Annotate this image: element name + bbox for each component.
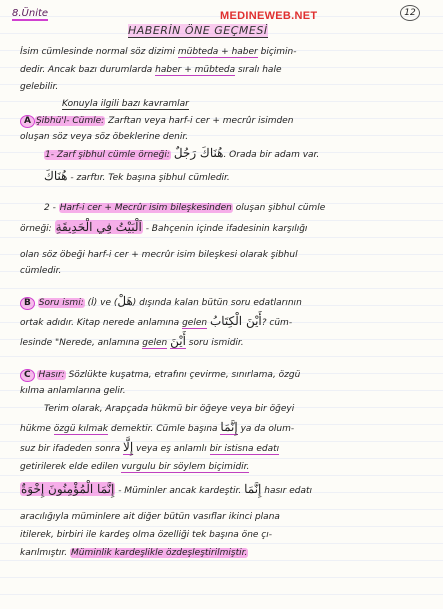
section-a-line-1 (20, 115, 293, 128)
section-c-text: getirilerek elde edilen (20, 462, 122, 472)
zarf-example-heading: 1- Zarf şibhul cümle örneği: (45, 150, 170, 160)
soru-ismi-term: Soru ismi: (38, 298, 84, 308)
section-c-text: hasır edatı (261, 486, 312, 496)
section-c-line-10 (20, 548, 248, 559)
intro-line-2 (20, 65, 281, 76)
concepts-heading-text: Konuyla ilgili bazı kavramlar (62, 99, 189, 109)
arabic-innemal-muminune-ihve: إِنَّمَا الْمُؤْمِنُونَ إِخْوَةٌ (21, 482, 115, 496)
section-c-line-7 (20, 484, 312, 497)
concepts-heading (62, 99, 189, 110)
arabic-innema: إِنَّمَا (220, 420, 238, 434)
conclusion-highlight: Müminlik kardeşlikle özdeşleştirilmiştir. (71, 548, 248, 558)
section-c-line-8: aracılığıyla müminlere ait diğer bütün vasıflar ikinci plana (20, 512, 280, 522)
hasir-term: Hasır: (38, 370, 65, 380)
section-b-gelen: gelen (142, 338, 168, 348)
section-c-text: demektir. Cümle başına (108, 424, 221, 434)
section-b-text: ) dışında kalan bütün soru edatlarının (132, 298, 302, 308)
intro-line-3: gelebilir. (20, 82, 59, 92)
section-a-text: - Bahçenin içinde ifadesinin karşılığı (142, 224, 308, 234)
section-c-text: karılmıştır. (20, 548, 71, 558)
section-a-line-2: oluşan söz veya söz öbeklerine denir. (20, 132, 189, 142)
section-b-marker: B (20, 297, 35, 310)
section-c-line-3: Terim olarak, Arapçada hükmü bir öğeye veya bir öğeyi (44, 404, 295, 414)
intro-text: dedir. Ancak bazı durumlarda (20, 65, 156, 75)
section-b-text: ? cüm- (261, 318, 293, 328)
section-b-gelen: gelen (182, 318, 208, 328)
section-c-line-9: itilerek, birbiri ile kardeş olma özelliği tek başına öne çı- (20, 530, 272, 540)
arabic-innema-2: إِنَّمَا (244, 482, 262, 496)
brand-watermark: MEDINEWEB.NET (220, 10, 318, 22)
intro-text: biçimin- (257, 47, 297, 57)
page-title (128, 24, 268, 37)
section-a-text: . Orada bir adam var. (223, 150, 320, 160)
arabic-eyne: أَيْنَ (170, 334, 186, 348)
section-c-text: ya da olum- (237, 424, 295, 434)
section-a-term: Şibhü'l- Cümle: (35, 116, 105, 126)
istisna-edati-term: bir istisna edatı (209, 444, 280, 454)
section-c-text: suz bir ifadeden sonra (20, 444, 123, 454)
section-a-line-3 (44, 148, 319, 161)
section-a-text: Zarftan veya harf-i cer + mecrûr isimden (105, 116, 294, 126)
section-b-text: ortak adıdır. Kitap nerede anlamına (20, 318, 183, 328)
section-b-text: (İ) ve ( (84, 298, 118, 308)
section-a-line-5 (44, 203, 325, 214)
vurgulu-soylem-term: vurgulu bir söylem biçimidir. (121, 462, 250, 472)
arabic-hunaka-racul: هُنَاكَ رَجُلٌ (173, 146, 224, 160)
section-b-text: lesinde "Nerede, anlamına (20, 338, 143, 348)
intro-term-mubteda-haber: mübteda + haber (177, 47, 258, 57)
section-a-line-8: cümledir. (20, 266, 62, 276)
section-c-line-6 (20, 462, 249, 473)
section-c-line-2: kılma anlamlarına gelir. (20, 386, 126, 396)
section-b-text: soru ismidir. (185, 338, 244, 348)
arabic-hel: هَلْ (117, 294, 133, 308)
arabic-hunaka: هُنَاكَ (44, 169, 68, 183)
intro-text: sıralı hale (235, 65, 282, 75)
page-number: 12 (400, 5, 420, 21)
section-a-text: - zarftır. Tek başına şibhul cümledir. (67, 173, 230, 183)
intro-text: İsim cümlesinde normal söz dizimi (20, 47, 178, 57)
section-c-text: hükme (20, 424, 54, 434)
section-c-line-4 (20, 422, 294, 435)
arabic-el-beytu-fil-hadika: اَلْبَيْتُ فِي الْحَدِيقَةِ (55, 220, 142, 234)
section-c-line-5 (20, 442, 279, 455)
section-a-text: 2 - (44, 203, 59, 213)
section-c-marker: C (20, 369, 35, 382)
unit-label: 8.Ünite (12, 8, 49, 19)
page-title-text: HABERİN ÖNE GEÇMESİ (128, 24, 268, 37)
section-b-line-3 (20, 336, 244, 349)
harf-i-cer-heading: Harf-i cer + Mecrûr isim bileşkesinden (59, 203, 232, 213)
section-a-line-6 (20, 222, 307, 235)
section-a-line-4 (44, 171, 230, 184)
section-a-text: oluşan şibhul cümle (232, 203, 326, 213)
section-b-line-1 (20, 296, 302, 310)
intro-term-haber-mubteda: haber + mübteda (155, 65, 236, 75)
ozgu-kilmak-term: özgü kılmak (53, 424, 109, 434)
section-c-line-1 (20, 369, 300, 382)
section-c-text: Sözlükte kuşatma, etrafını çevirme, sınırlama, özgü (65, 370, 301, 380)
section-a-line-7: olan söz öbeği harf-i cer + mecrûr isim bileşkesi olarak şibhul (20, 250, 298, 260)
section-b-line-2 (20, 316, 292, 329)
arabic-illa: إِلَّا (122, 440, 134, 454)
section-c-text: - Müminler ancak kardeştir. (115, 486, 245, 496)
intro-line-1 (20, 47, 297, 58)
section-a-text: örneği: (20, 224, 55, 234)
section-c-text: veya eş anlamlı (133, 444, 210, 454)
section-a-marker: A (20, 115, 35, 128)
arabic-eyne-el-kitab: أَيْنَ الْكِتَابُ (209, 314, 262, 328)
